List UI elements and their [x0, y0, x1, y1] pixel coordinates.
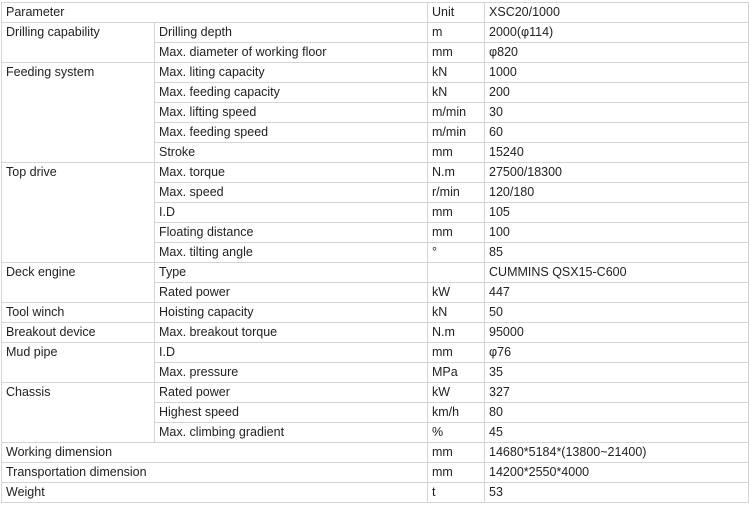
value-cell: 327: [485, 383, 749, 403]
value-cell: 53: [485, 483, 749, 503]
unit-cell: mm: [428, 343, 485, 363]
group-name-cell: Chassis: [2, 383, 155, 443]
group-name-cell: Breakout device: [2, 323, 155, 343]
item-cell: Rated power: [155, 383, 428, 403]
table-row: [2, 463, 749, 483]
value-cell: φ820: [485, 43, 749, 63]
unit-cell: kN: [428, 83, 485, 103]
item-cell: Hoisting capacity: [155, 303, 428, 323]
value-cell: 1000: [485, 63, 749, 83]
group-name-cell: Drilling capability: [2, 23, 155, 63]
table-row: [2, 323, 749, 343]
value-cell: 105: [485, 203, 749, 223]
unit-cell: kN: [428, 63, 485, 83]
group-name-cell: Deck engine: [2, 263, 155, 303]
unit-cell: mm: [428, 203, 485, 223]
single-name-cell: Weight: [2, 483, 428, 503]
unit-cell: t: [428, 483, 485, 503]
item-cell: Max. feeding capacity: [155, 83, 428, 103]
value-cell: 100: [485, 223, 749, 243]
table-row: [2, 163, 749, 183]
table-row: [2, 343, 749, 363]
unit-cell: °: [428, 243, 485, 263]
table-row: [2, 483, 749, 503]
table-row: [2, 383, 749, 403]
unit-cell: m/min: [428, 103, 485, 123]
unit-cell: mm: [428, 223, 485, 243]
unit-cell: mm: [428, 143, 485, 163]
item-cell: Max. speed: [155, 183, 428, 203]
value-cell: 80: [485, 403, 749, 423]
unit-cell: mm: [428, 463, 485, 483]
value-cell: 95000: [485, 323, 749, 343]
unit-cell: kW: [428, 383, 485, 403]
spec-table-body: [2, 3, 749, 503]
item-cell: Stroke: [155, 143, 428, 163]
group-name-cell: Tool winch: [2, 303, 155, 323]
item-cell: Max. feeding speed: [155, 123, 428, 143]
item-cell: Max. lifting speed: [155, 103, 428, 123]
value-cell: 447: [485, 283, 749, 303]
value-cell: φ76: [485, 343, 749, 363]
table-row: [2, 63, 749, 83]
table-row: [2, 303, 749, 323]
item-cell: Max. torque: [155, 163, 428, 183]
unit-cell: mm: [428, 43, 485, 63]
header-parameter: Parameter: [2, 3, 428, 23]
value-cell: 60: [485, 123, 749, 143]
item-cell: Max. pressure: [155, 363, 428, 383]
unit-cell: kW: [428, 283, 485, 303]
table-row: [2, 263, 749, 283]
item-cell: Max. tilting angle: [155, 243, 428, 263]
value-cell: 2000(φ114): [485, 23, 749, 43]
item-cell: I.D: [155, 203, 428, 223]
value-cell: 15240: [485, 143, 749, 163]
group-name-cell: Mud pipe: [2, 343, 155, 383]
item-cell: Max. breakout torque: [155, 323, 428, 343]
item-cell: Max. diameter of working floor: [155, 43, 428, 63]
single-name-cell: Working dimension: [2, 443, 428, 463]
table-row: [2, 443, 749, 463]
unit-cell: km/h: [428, 403, 485, 423]
unit-cell: mm: [428, 443, 485, 463]
value-cell: 30: [485, 103, 749, 123]
header-row: [2, 3, 749, 23]
item-cell: Type: [155, 263, 428, 283]
value-cell: 200: [485, 83, 749, 103]
value-cell: 85: [485, 243, 749, 263]
header-unit: Unit: [428, 3, 485, 23]
value-cell: 120/180: [485, 183, 749, 203]
unit-cell: m: [428, 23, 485, 43]
single-name-cell: Transportation dimension: [2, 463, 428, 483]
unit-cell: kN: [428, 303, 485, 323]
unit-cell: %: [428, 423, 485, 443]
value-cell: 45: [485, 423, 749, 443]
spec-table: [1, 2, 749, 503]
table-row: [2, 23, 749, 43]
unit-cell: N.m: [428, 163, 485, 183]
group-name-cell: Top drive: [2, 163, 155, 263]
item-cell: Max. liting capacity: [155, 63, 428, 83]
unit-cell: [428, 263, 485, 283]
value-cell: 35: [485, 363, 749, 383]
value-cell: 27500/18300: [485, 163, 749, 183]
item-cell: Floating distance: [155, 223, 428, 243]
unit-cell: MPa: [428, 363, 485, 383]
value-cell: 14200*2550*4000: [485, 463, 749, 483]
value-cell: CUMMINS QSX15-C600: [485, 263, 749, 283]
header-model: XSC20/1000: [485, 3, 749, 23]
item-cell: Rated power: [155, 283, 428, 303]
item-cell: Drilling depth: [155, 23, 428, 43]
item-cell: Max. climbing gradient: [155, 423, 428, 443]
group-name-cell: Feeding system: [2, 63, 155, 163]
value-cell: 50: [485, 303, 749, 323]
unit-cell: N.m: [428, 323, 485, 343]
unit-cell: m/min: [428, 123, 485, 143]
value-cell: 14680*5184*(13800~21400): [485, 443, 749, 463]
unit-cell: r/min: [428, 183, 485, 203]
item-cell: I.D: [155, 343, 428, 363]
item-cell: Highest speed: [155, 403, 428, 423]
